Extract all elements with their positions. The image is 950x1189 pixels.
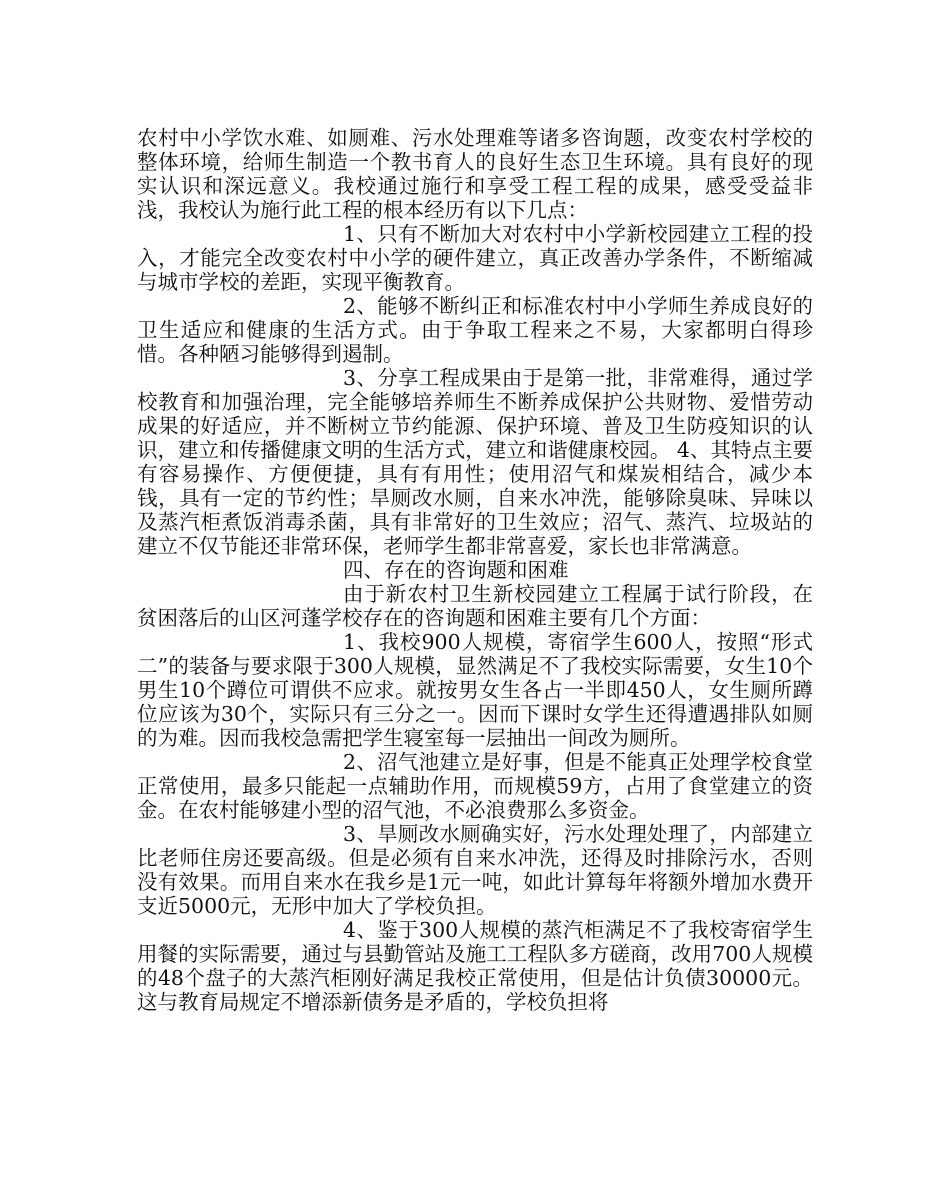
paragraph: 2、沼气池建立是好事，但是不能真正处理学校食堂正常使用，最多只能起一点辅助作用，而规模59方，占用了食堂建立的资金。在农村能够建小型的沼气池，不必浪费那么多资金。 [137,750,813,822]
paragraph: 农村中小学饮水难、如厕难、污水处理难等诸多咨询题，改变农村学校的整体环境，给师生制造一个教书育人的良好生态卫生环境。具有良好的现实认识和深远意义。我校通过施行和享受工程工程的成果，感受受益非浅，我校认为施行此工程的根本经历有以下几点： [137,126,813,222]
paragraph: 4、鉴于300人规模的蒸汽柜满足不了我校寄宿学生用餐的实际需要，通过与县勤管站及施工工程队多方磋商，改用700人规模的48个盘子的大蒸汽柜刚好满足我校正常使用，但是估计负债30000元。这与教育局规定不增添新债务是矛盾的，学校负担将 [137,918,813,1014]
paragraph: 3、分享工程成果由于是第一批，非常难得，通过学校教育和加强治理，完全能够培养师生不断养成保护公共财物、爱惜劳动成果的好适应，并不断树立节约能源、保护环境、普及卫生防疫知识的认识，建立和传播健康文明的生活方式，建立和谐健康校园。 4、其特点主要有容易操作、方便便捷，具有有用性；使用沼气和煤炭相结合，减少本钱，具有一定的节约性；旱厕改水厕，自来水冲洗，能够除臭味、异味以及蒸汽柜煮饭消毒杀菌，具有非常好的卫生效应；沼气、蒸汽、垃圾站的建立不仅节能还非常环保，老师学生都非常喜爱，家长也非常满意。 [137,366,813,558]
paragraph: 由于新农村卫生新校园建立工程属于试行阶段，在贫困落后的山区河蓬学校存在的咨询题和困难主要有几个方面： [137,582,813,630]
paragraph: 1、只有不断加大对农村中小学新校园建立工程的投入，才能完全改变农村中小学的硬件建立，真正改善办学条件，不断缩减与城市学校的差距，实现平衡教育。 [137,222,813,294]
paragraph: 1、我校900人规模，寄宿学生600人，按照“形式二”的装备与要求限于300人规模，显然满足不了我校实际需要，女生10个男生10个蹲位可谓供不应求。就按男女生各占一半即450人，女生厕所蹲位应该为30个，实际只有三分之一。因而下课时女学生还得遭遇排队如厕的为难。因而我校急需把学生寝室每一层抽出一间改为厕所。 [137,630,813,750]
paragraph: 2、能够不断纠正和标准农村中小学师生养成良好的卫生适应和健康的生活方式。由于争取工程来之不易，大家都明白得珍惜。各种陋习能够得到遏制。 [137,294,813,366]
section-heading: 四、存在的咨询题和困难 [343,558,569,582]
paragraph: 3、旱厕改水厕确实好，污水处理处理了，内部建立比老师住房还要高级。但是必须有自来水冲洗，还得及时排除污水，否则没有效果。而用自来水在我乡是1元一吨，如此计算每年将额外增加水费开支近5000元，无形中加大了学校负担。 [137,822,813,918]
document-body [137,126,813,1014]
